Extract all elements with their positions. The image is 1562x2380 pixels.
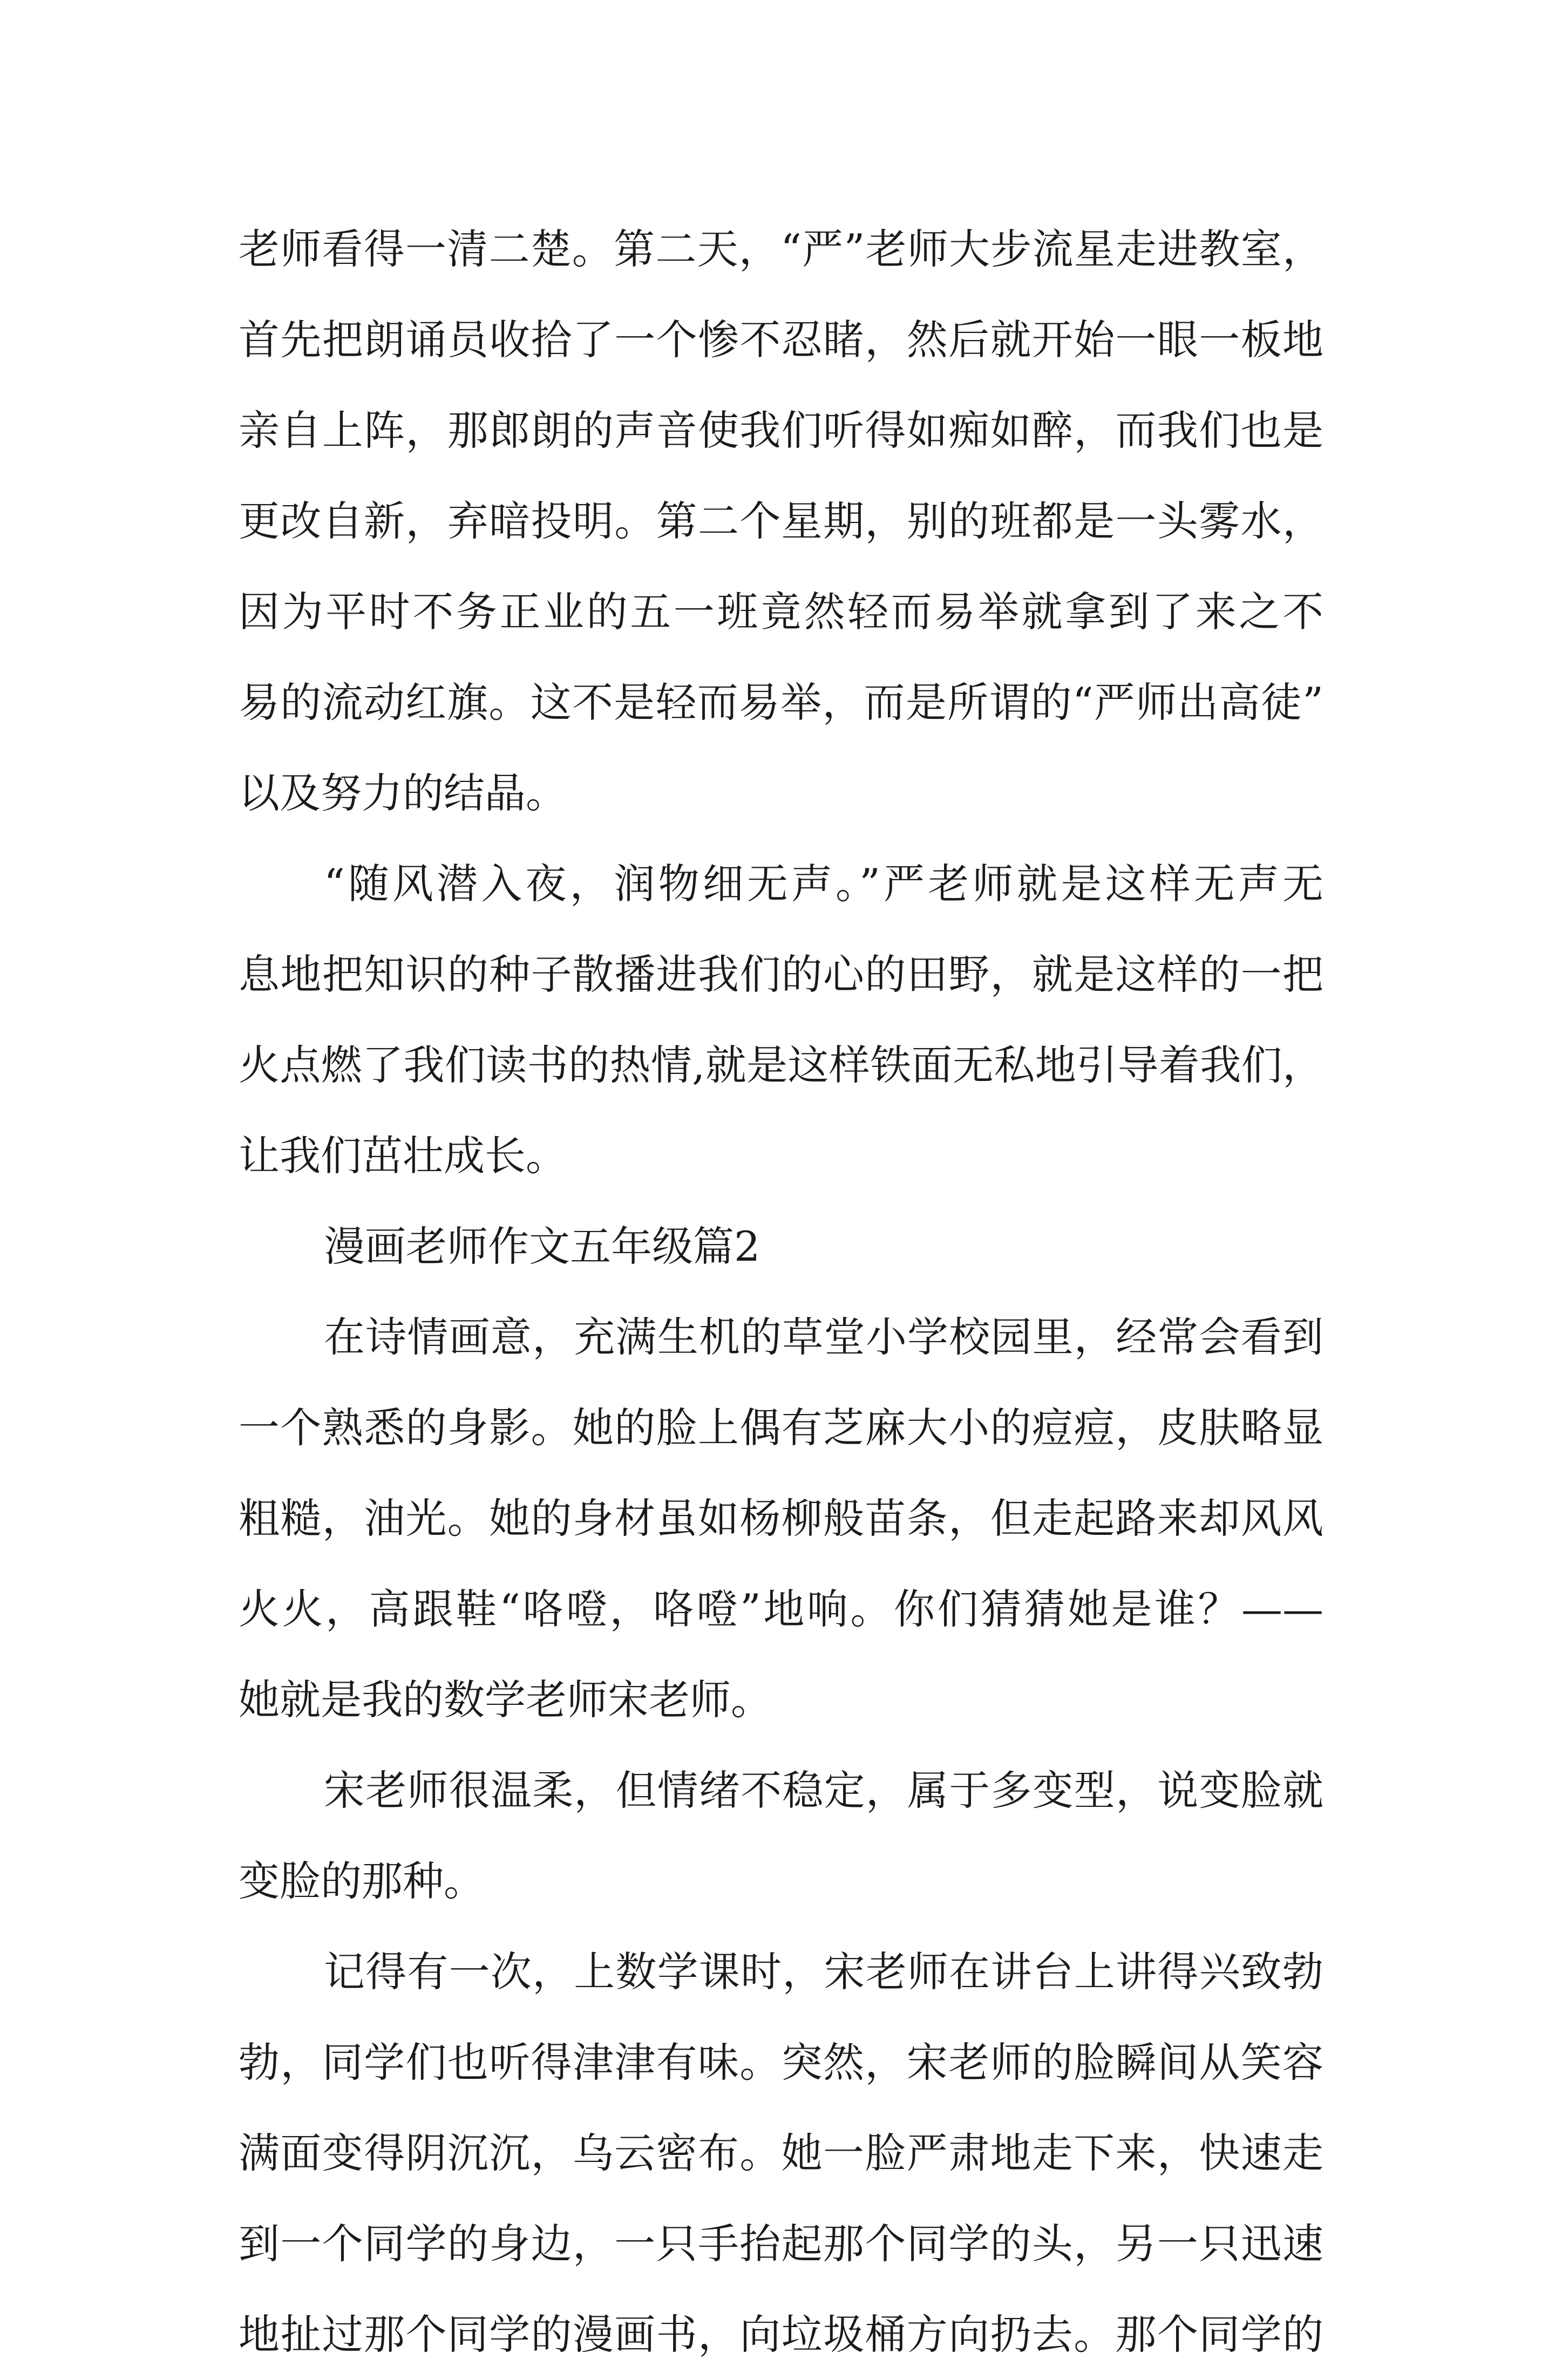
text-line: 她就是我的数学老师宋老师。: [239, 1676, 772, 1724]
text-line: 满面变得阴沉沉，乌云密布。她一脸严肃地走下来，快速走: [239, 2129, 1323, 2177]
text-line: 更改自新，弃暗投明。第二个星期，别的班都是一头雾水，: [239, 497, 1323, 545]
text-line: 变脸的那种。: [239, 1857, 485, 1905]
text-line: 老师看得一清二楚。第二天，“严”老师大步流星走进教室，: [239, 225, 1323, 273]
text-line: 勃，同学们也听得津津有味。突然，宋老师的脸瞬间从笑容: [239, 2038, 1323, 2086]
text-line: 息地把知识的种子散播进我们的心的田野，就是这样的一把: [239, 950, 1323, 998]
paragraph-first-line: 宋老师很温柔，但情绪不稳定，属于多变型，说变脸就: [324, 1766, 1323, 1814]
text-line: 以及努力的结晶。: [239, 769, 567, 817]
text-line: 地扯过那个同学的漫画书，向垃圾桶方向扔去。那个同学的: [239, 2310, 1323, 2358]
paragraph-first-line: 在诗情画意，充满生机的草堂小学校园里，经常会看到: [324, 1313, 1323, 1361]
paragraph-first-line: “随风潜入夜，润物细无声。”严老师就是这样无声无: [324, 860, 1323, 908]
text-line: 因为平时不务正业的五一班竟然轻而易举就拿到了来之不: [239, 588, 1323, 636]
text-line: 一个熟悉的身影。她的脸上偶有芝麻大小的痘痘，皮肤略显: [239, 1404, 1323, 1452]
text-line: 火点燃了我们读书的热情,就是这样铁面无私地引导着我们，: [239, 1041, 1323, 1089]
text-line: 让我们茁壮成长。: [239, 1132, 567, 1180]
text-line: 亲自上阵，那郎朗的声音使我们听得如痴如醉，而我们也是: [239, 406, 1323, 454]
paragraph-first-line: 记得有一次，上数学课时，宋老师在讲台上讲得兴致勃: [324, 1948, 1323, 1996]
text-line: 粗糙，油光。她的身材虽如杨柳般苗条，但走起路来却风风: [239, 1494, 1323, 1542]
paragraph-first-line: 漫画老师作文五年级篇2: [324, 1222, 760, 1270]
text-line: 首先把朗诵员收拾了一个惨不忍睹，然后就开始一眼一板地: [239, 316, 1323, 364]
text-line: 易的流动红旗。这不是轻而易举，而是所谓的“严师出高徒”: [239, 678, 1323, 726]
text-line: 到一个同学的身边，一只手抬起那个同学的头，另一只迅速: [239, 2220, 1323, 2268]
body-text: [239, 204, 1323, 2380]
text-line: 火火，高跟鞋“咯噔，咯噔”地响。你们猜猜她是谁？——: [239, 1585, 1323, 1633]
